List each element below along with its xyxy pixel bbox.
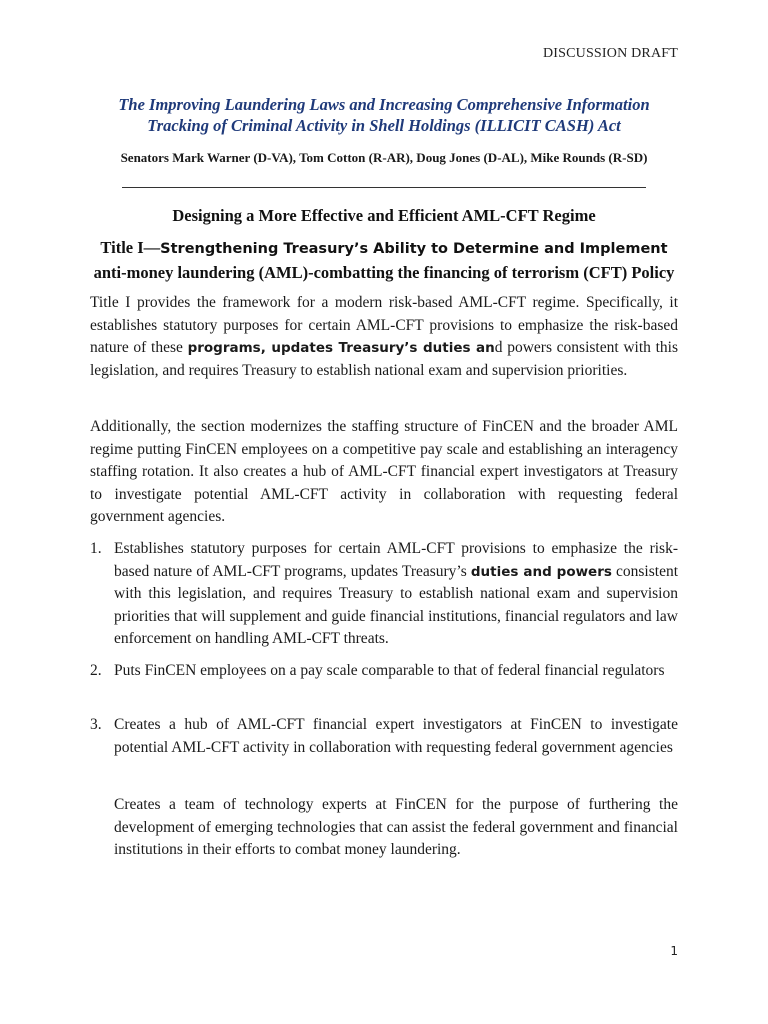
list-item-text: Puts FinCEN employees on a pay scale comparable to that of federal financial regulators [114, 662, 665, 679]
separator-rule [122, 187, 646, 188]
page-number: 1 [670, 944, 678, 958]
paragraph-technology-team: Creates a team of technology experts at FinCEN for the purpose of furthering the development of emerging technologies that can assist the federal government and financial institutions in their efforts to combat money laundering. [114, 796, 678, 858]
list-number: 1. [90, 540, 102, 557]
list-item-1-bold: duties and powers [470, 563, 612, 580]
sponsors-line: Senators Mark Warner (D-VA), Tom Cotton (R-AR), Doug Jones (D-AL), Mike Rounds (R-SD) [120, 150, 648, 165]
list-item [90, 714, 678, 759]
list-item [90, 660, 678, 683]
discussion-draft-label: DISCUSSION DRAFT [542, 46, 678, 61]
title-one-prefix: Title I— [100, 238, 161, 257]
list-number: 3. [90, 716, 102, 733]
paragraph-1-part-1: Title I provides the framework for a modern risk-based AML-CFT regime. Specifically, it establishes statutory purposes for certain AML-CFT provisions to emphasize the risk-based nature of these [90, 294, 678, 356]
title-one-sans-part: Strengthening Treasury’s Ability to Determine and Implement [160, 241, 668, 257]
list-number: 2. [90, 662, 102, 679]
paragraph-title-overview [90, 292, 678, 382]
list-item-1-part-1: Establishes statutory purposes for certain AML-CFT provisions to emphasize the risk-based nature of AML-CFT programs, updates Treasury’s [114, 540, 678, 580]
paragraph-1-bold: programs, updates Treasury’s duties an [187, 340, 495, 356]
act-title [80, 94, 688, 136]
title-one-heading [90, 236, 678, 285]
act-title-line-1: The Improving Laundering Laws and Increasing Comprehensive Information [118, 95, 650, 114]
paragraph-1-part-2: d powers consistent with this legislation, and requires Treasury to establish national exam and supervision priorities. [90, 339, 678, 379]
section-heading: Designing a More Effective and Efficient AML-CFT Regime [172, 206, 596, 225]
act-title-line-2: Tracking of Criminal Activity in Shell Holdings (ILLICIT CASH) Act [147, 116, 621, 135]
list-item-1-part-2: consistent with this legislation, and requires Treasury to establish national exam and supervision priorities that will supplement and guide financial institutions, financial regulators and law enforcement on handling AML-CFT threats. [114, 562, 679, 647]
list-item-text [114, 538, 678, 651]
list-item [90, 538, 678, 651]
list-item-text: Creates a hub of AML-CFT financial expert investigators at FinCEN to investigate potential AML-CFT activity in collaboration with requesting federal government agencies [114, 716, 678, 756]
paragraph-staffing: Additionally, the section modernizes the staffing structure of FinCEN and the broader AML regime putting FinCEN employees on a competitive pay scale and establishing an interagency staffing rotation. It also creates a hub of AML-CFT financial expert investigators at Treasury to investigate potential AML-CFT activity in collaboration with requesting federal government agencies. [90, 418, 678, 525]
title-one-suffix: anti-money laundering (AML)-combatting the financing of terrorism (CFT) Policy [93, 263, 675, 282]
